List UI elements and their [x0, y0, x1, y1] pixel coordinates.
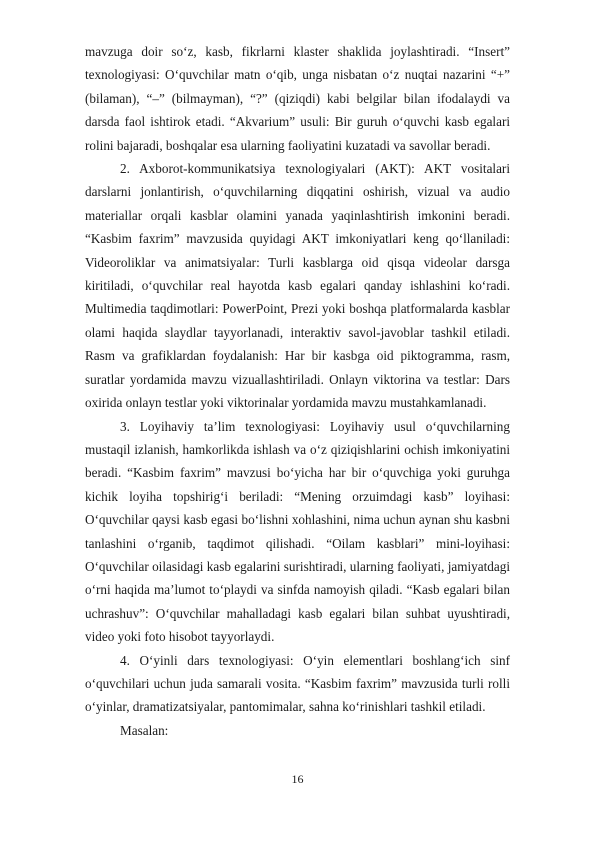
paragraph-game-lesson: 4. O‘yinli dars texnologiyasi: O‘yin elementlari boshlang‘ich sinf o‘quvchilari uchun juda samarali vosita. “Kasbim faxrim” mavzusida turli rolli o‘yinlar, dramatizatsiyalar, pantomimalar, sahna ko‘rinishlari tashkil etiladi.: [85, 652, 510, 715]
paragraph-project-learning: 3. Loyihaviy ta’lim texnologiyasi: Loyihaviy usul o‘quvchilarning mustaqil izlanish, hamkorlikda ishlash va o‘z qiziqishlarini ochish imkoniyatini beradi. “Kasbim faxrim” mavzusi bo‘yicha har bir o‘quvchiga yoki guruhga kichik loyiha topshirig‘i beriladi: “Mening orzuimdagi kasb” loyihasi: O‘quvchilar qaysi kasb egasi bo‘lishni xohlashini, nima uchun aynan shu kasbni tanlashini o‘rganib, taqdimot qilishadi. “Oilam kasblari” mini-loyihasi: O‘quvchilar oilasidagi kasb egalarini surishtiradi, ularning faoliyati, jamiyatdagi o‘rni haqida ma’lumot to‘playdi va sinfda namoyish qiladi. “Kasb egalari bilan uchrashuv”: O‘quvchilar mahalladagi kasb egalari bilan suhbat uyushtiradi, video yoki foto hisobot tayyorlaydi.: [85, 418, 510, 645]
paragraph-continued: mavzuga doir so‘z, kasb, fikrlarni klaster shaklida joylashtiradi. “Insert” texnologiyasi: O‘quvchilar matn o‘qib, unga nisbatan o‘z nuqtai nazarini “+” (bilaman), “–” (bilmayman), “?” (qiziqdi) kabi belgilar bilan ifodalaydi va darsda faol ishtirok etadi. “Akvarium” usuli: Bir guruh o‘quvchi kasb egalari rolini bajaradi, boshqalar esa ularning faoliyatini kuzatadi va savollar beradi.: [85, 44, 510, 153]
document-body: [85, 40, 510, 742]
paragraph-akt: 2. Axborot-kommunikatsiya texnologiyalari (AKT): AKT vositalari darslarni jonlantirish, o‘quvchilarning diqqatini oshirish, vizual va audio materiallar orqali kasblar olamini yanada yaqinlashtirish imkonini beradi. “Kasbim faxrim” mavzusida quyidagi AKT imkoniyatlari keng qo‘llaniladi: Videoroliklar va animatsiyalar: Turli kasblarga oid qisqa videolar darsga kiritiladi, o‘quvchilar real hayotda kasb egalari qanday ishlashini ko‘radi. Multimedia taqdimotlari: PowerPoint, Prezi yoki boshqa platformalarda kasblar olami haqida slaydlar tayyorlanadi, interaktiv savol-javoblar tashkil etiladi. Rasm va grafiklardan foydalanish: Har bir kasbga oid piktogramma, rasm, suratlar yordamida mavzu vizuallashtiriladi. Onlayn viktorina va testlar: Dars oxirida onlayn testlar yoki viktorinalar yordamida mavzu mustahkamlanadi.: [85, 161, 510, 411]
page-number: 16: [291, 772, 304, 786]
paragraph-example-intro: Masalan:: [120, 722, 169, 738]
